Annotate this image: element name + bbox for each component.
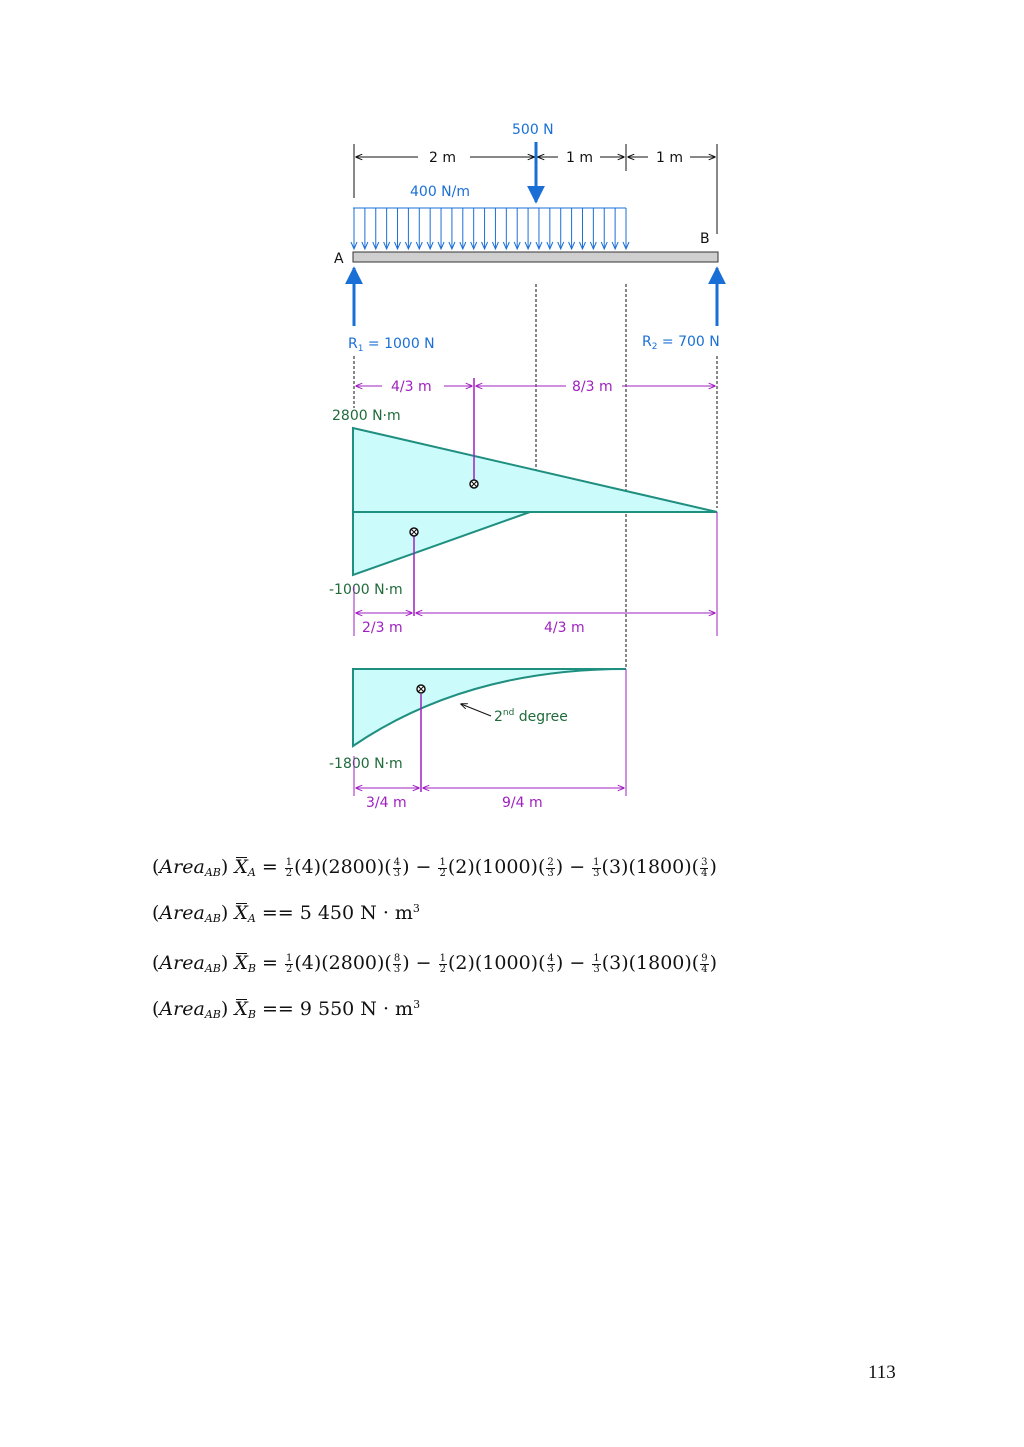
- support-a-label: A: [334, 251, 344, 267]
- equation-xb: (Area$_{AB}$) $X_B$ = $\frac{1}{2}$ (4)(2800)( $\frac{8}{3}$ ) − $\frac{1}{2}$ (2)(1000)( $\frac{4}{3}$ ) − $\frac{1}{3}$ (3)(1800)( $\frac{9}{4}$ ): [152, 952, 717, 975]
- moment-diagram-main: [353, 428, 717, 575]
- moment-diagram-parabolic: [353, 669, 626, 746]
- dim-2m-label: 2 m: [429, 150, 456, 166]
- support-b-label: B: [700, 231, 710, 247]
- reaction-r1-label: $R_1 = 1000$ N: [348, 336, 435, 354]
- page-number: 113: [868, 1362, 896, 1383]
- equation-xa: (Area$_{AB}$) $X_A$ = $\frac{1}{2}$ (4)(2800)( $\frac{4}{3}$ ) − $\frac{1}{2}$ (2)(1000)( $\frac{2}{3}$ ) − $\frac{1}{3}$ (3)(1800)( $\frac{3}{4}$ ): [152, 856, 717, 879]
- dim-4-3m-label: 4/3 m: [391, 379, 432, 395]
- degree-label: 2nd degree: [494, 708, 568, 725]
- distributed-load-arrows: [351, 208, 629, 249]
- reaction-r2-label: $R_2 = 700$ N: [642, 334, 720, 352]
- degree-leader: [461, 704, 491, 716]
- dim-4-3m-label-b: 4/3 m: [544, 620, 585, 636]
- equation-xa-result: (Area$_{AB}$) $X_A == 5$ 450 $N \cdot m^3$: [152, 902, 420, 925]
- beam-moment-diagram: [326, 116, 726, 812]
- dim-9-4m-label: 9/4 m: [502, 795, 543, 811]
- dim-8-3m-label: 8/3 m: [572, 379, 613, 395]
- moment-neg1800-label: -1800 N·m: [329, 756, 403, 772]
- equation-xb-result: (Area$_{AB}$) $X_B == 9$ 550 $N \cdot m^3$: [152, 998, 421, 1021]
- moment-neg1000-label: -1000 N·m: [329, 582, 403, 598]
- moment-2800-label: 2800 N·m: [332, 408, 401, 424]
- point-load-label: 500 N: [512, 122, 554, 138]
- dim-2-3m-label: 2/3 m: [362, 620, 403, 636]
- beam: [353, 252, 718, 262]
- dim-1m-label-a: 1 m: [566, 150, 593, 166]
- dim-1m-label-b: 1 m: [656, 150, 683, 166]
- distributed-load-label: 400 N/m: [410, 184, 470, 200]
- dim-3-4m-label: 3/4 m: [366, 795, 407, 811]
